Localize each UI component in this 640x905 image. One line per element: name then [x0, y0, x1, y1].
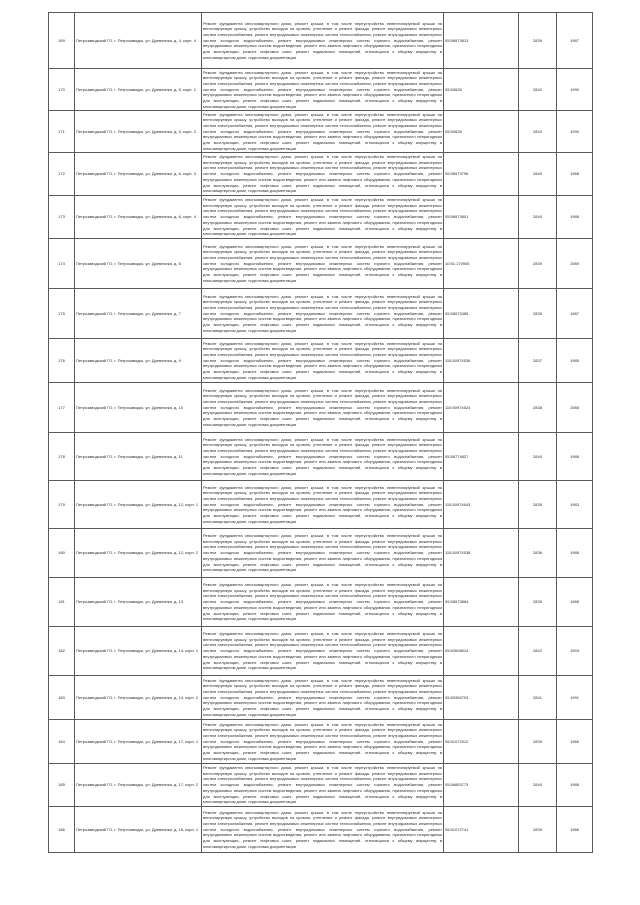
- table-row: [49, 196, 593, 239]
- works-text: Ремонт фундамента многоквартирного дома, ремонт крыши, в том числе переустройство невентилируемой крыши на вентилируемую крышу, устройство выходов на кровлю, утепление и ремонт фасада, ремонт внутридомовых инженерных систем электроснабжения, ремонт внутридомовых инженерных систем теплоснабжения, ремонт внутридомовых инженерных систем холодного водоснабжения, ремонт внутридомовых инженерных систем горячего водоснабжения, ремонт внутридомовых инженерных систем водоотведения, ремонт или замена лифтового оборудования, признанного непригодным для эксплуатации, ремонт лифтовых шахт, ремонт подвальных помещений, относящихся к общему имуществу в многоквартирном доме, подготовка документации: [203, 809, 442, 849]
- works-text: Ремонт фундамента многоквартирного дома, ремонт крыши, в том числе переустройство невентилируемой крыши на вентилируемую крышу, устройство выходов на кровлю, утепление и ремонт фасада, ремонт внутридомовых инженерных систем электроснабжения, ремонт внутридомовых инженерных систем теплоснабжения, ремонт внутридомовых инженерных систем холодного водоснабжения, ремонт внутридомовых инженерных систем горячего водоснабжения, ремонт внутридомовых инженерных систем водоотведения, ремонт или замена лифтового оборудования, признанного непригодным для эксплуатации, ремонт лифтовых шахт, ремонт подвальных помещений, относящихся к общему имуществу в многоквартирном доме, подготовка документации: [203, 111, 442, 151]
- row-number: 179: [49, 481, 75, 529]
- cadastral-number: 115:50974643: [444, 481, 519, 529]
- works-text: Ремонт фундамента многоквартирного дома, ремонт крыши, в том числе переустройство невентилируемой крыши на вентилируемую крышу, устройство выходов на кровлю, утепление и ремонт фасада, ремонт внутридомовых инженерных систем электроснабжения, ремонт внутридомовых инженерных систем теплоснабжения, ремонт внутридомовых инженерных систем холодного водоснабжения, ремонт внутридомовых инженерных систем горячего водоснабжения, ремонт внутридомовых инженерных систем водоотведения, ремонт или замена лифтового оборудования, признанного непригодным для эксплуатации, ремонт лифтовых шахт, ремонт подвальных помещений, относящихся к общему имуществу в многоквартирном доме, подготовка документации: [203, 69, 442, 109]
- table-row: [49, 720, 593, 764]
- build-year: 1988: [557, 578, 593, 627]
- build-year: 1991: [557, 676, 593, 720]
- row-number: 178: [49, 433, 75, 481]
- cadastral-number: 05:58973813: [444, 13, 519, 69]
- cadastral-number: 05:58774827: [444, 433, 519, 481]
- build-year: 1983: [557, 481, 593, 529]
- build-year: 1988: [557, 529, 593, 578]
- build-year: 1988: [557, 153, 593, 196]
- cadastral-number: 10:51:170905: [444, 239, 519, 289]
- works-text: Ремонт фундамента многоквартирного дома, ремонт крыши, в том числе переустройство невентилируемой крыши на вентилируемую крышу, устройство выходов на кровлю, утепление и ремонт фасада, ремонт внутридомовых инженерных систем электроснабжения, ремонт внутридомовых инженерных систем теплоснабжения, ремонт внутридомовых инженерных систем холодного водоснабжения, ремонт внутридомовых инженерных систем горячего водоснабжения, ремонт внутридомовых инженерных систем водоотведения, ремонт или замена лифтового оборудования, признанного непригодным для эксплуатации, ремонт лифтовых шахт, ремонт подвальных помещений, относящихся к общему имуществу в многоквартирном доме, подготовка документации: [203, 243, 442, 283]
- row-number: 175: [49, 289, 75, 339]
- row-number: 177: [49, 383, 75, 433]
- cadastral-number: 05:52608514: [444, 627, 519, 676]
- works-text: Ремонт фундамента многоквартирного дома, ремонт крыши, в том числе переустройство невентилируемой крыши на вентилируемую крышу, устройство выходов на кровлю, утепление и ремонт фасада, ремонт внутридомовых инженерных систем электроснабжения, ремонт внутридомовых инженерных систем теплоснабжения, ремонт внутридомовых инженерных систем холодного водоснабжения, ремонт внутридомовых инженерных систем горячего водоснабжения, ремонт внутридомовых инженерных систем водоотведения, ремонт или замена лифтового оборудования, признанного непригодным для эксплуатации, ремонт лифтовых шахт, ремонт подвальных помещений, относящихся к общему имуществу в многоквартирном доме, подготовка документации: [203, 436, 442, 476]
- works-list: [202, 764, 444, 807]
- house-address: Петрозаводский ГО, г. Петрозаводск, ул. Древлянка, д. 6: [75, 239, 202, 289]
- house-area: 2837: [519, 339, 557, 383]
- cadastral-number: 05:58973884: [444, 578, 519, 627]
- table-row: [49, 578, 593, 627]
- house-address: Петрозаводский ГО, г. Петрозаводск, ул. Древлянка, д. 7: [75, 289, 202, 339]
- build-year: 1988: [557, 383, 593, 433]
- row-number: 171: [49, 111, 75, 153]
- cadastral-number: 05:50628: [444, 69, 519, 111]
- house-area: 2839: [519, 13, 557, 69]
- build-year: 1985: [557, 339, 593, 383]
- works-list: [202, 529, 444, 578]
- table-row: [49, 289, 593, 339]
- table-row: [49, 383, 593, 433]
- table-row: [49, 676, 593, 720]
- house-address: Петрозаводский ГО, г. Петрозаводск, ул. Древлянка, д. 4, корп. 4: [75, 13, 202, 69]
- build-year: 1988: [557, 433, 593, 481]
- row-number: 184: [49, 720, 75, 764]
- row-number: 169: [49, 13, 75, 69]
- build-year: 1988: [557, 764, 593, 807]
- house-area: 2839: [519, 239, 557, 289]
- cadastral-number: 05:58973796: [444, 153, 519, 196]
- table-row: [49, 433, 593, 481]
- table-row: [49, 69, 593, 111]
- works-list: [202, 578, 444, 627]
- house-address: Петрозаводский ГО, г. Петрозаводск, ул. Древлянка, д. 6, корп. 3: [75, 153, 202, 196]
- cadastral-number: 05:51072741: [444, 807, 519, 853]
- house-address: Петрозаводский ГО, г. Петрозаводск, ул. Древлянка, д. 9: [75, 339, 202, 383]
- works-list: [202, 481, 444, 529]
- house-address: Петрозаводский ГО, г. Петрозаводск, ул. Древлянка, д. 11: [75, 433, 202, 481]
- works-list: [202, 627, 444, 676]
- house-area: 2842: [519, 627, 557, 676]
- house-address: Петрозаводский ГО, г. Петрозаводск, ул. Древлянка, д. 17, корп. 1: [75, 720, 202, 764]
- house-address: Петрозаводский ГО, г. Петрозаводск, ул. Древлянка, д. 5, корп. 2: [75, 111, 202, 153]
- cadastral-number: 115:50974536: [444, 339, 519, 383]
- house-area: 2841: [519, 676, 557, 720]
- table-row: [49, 153, 593, 196]
- works-text: Ремонт фундамента многоквартирного дома, ремонт крыши, в том числе переустройство невентилируемой крыши на вентилируемую крышу, устройство выходов на кровлю, утепление и ремонт фасада, ремонт внутридомовых инженерных систем электроснабжения, ремонт внутридомовых инженерных систем теплоснабжения, ремонт внутридомовых инженерных систем холодного водоснабжения, ремонт внутридомовых инженерных систем горячего водоснабжения, ремонт внутридомовых инженерных систем водоотведения, ремонт или замена лифтового оборудования, признанного непригодным для эксплуатации, ремонт лифтовых шахт, ремонт подвальных помещений, относящихся к общему имуществу в многоквартирном доме, подготовка документации: [203, 197, 442, 237]
- row-number: 180: [49, 529, 75, 578]
- row-number: 174: [49, 239, 75, 289]
- house-area: 2839: [519, 720, 557, 764]
- build-year: 1994: [557, 627, 593, 676]
- row-number: 182: [49, 627, 75, 676]
- works-list: [202, 13, 444, 69]
- table-row: [49, 13, 593, 69]
- works-text: Ремонт фундамента многоквартирного дома, ремонт крыши, в том числе переустройство невентилируемой крыши на вентилируемую крышу, устройство выходов на кровлю, утепление и ремонт фасада, ремонт внутридомовых инженерных систем электроснабжения, ремонт внутридомовых инженерных систем теплоснабжения, ремонт внутридомовых инженерных систем холодного водоснабжения, ремонт внутридомовых инженерных систем горячего водоснабжения, ремонт внутридомовых инженерных систем водоотведения, ремонт или замена лифтового оборудования, признанного непригодным для эксплуатации, ремонт лифтовых шахт, ремонт подвальных помещений, относящихся к общему имуществу в многоквартирном доме, подготовка документации: [203, 293, 442, 333]
- works-text: Ремонт фундамента многоквартирного дома, ремонт крыши, в том числе переустройство невентилируемой крыши на вентилируемую крышу, устройство выходов на кровлю, утепление и ремонт фасада, ремонт внутридомовых инженерных систем электроснабжения, ремонт внутридомовых инженерных систем теплоснабжения, ремонт внутридомовых инженерных систем холодного водоснабжения, ремонт внутридомовых инженерных систем горячего водоснабжения, ремонт внутридомовых инженерных систем водоотведения, ремонт или замена лифтового оборудования, признанного непригодным для эксплуатации, ремонт лифтовых шахт, ремонт подвальных помещений, относящихся к общему имуществу в многоквартирном доме, подготовка документации: [203, 484, 442, 524]
- house-address: Петрозаводский ГО, г. Петрозаводск, ул. Древлянка, д. 14, корп. 2: [75, 676, 202, 720]
- house-address: Петрозаводский ГО, г. Петрозаводск, ул. Древлянка, д. 13: [75, 578, 202, 627]
- house-area: 2840: [519, 196, 557, 239]
- build-year: 1985: [557, 720, 593, 764]
- works-list: [202, 153, 444, 196]
- build-year: 1990: [557, 69, 593, 111]
- works-text: Ремонт фундамента многоквартирного дома, ремонт крыши, в том числе переустройство невентилируемой крыши на вентилируемую крышу, устройство выходов на кровлю, утепление и ремонт фасада, ремонт внутридомовых инженерных систем электроснабжения, ремонт внутридомовых инженерных систем теплоснабжения, ремонт внутридомовых инженерных систем холодного водоснабжения, ремонт внутридомовых инженерных систем горячего водоснабжения, ремонт внутридомовых инженерных систем водоотведения, ремонт или замена лифтового оборудования, признанного непригодным для эксплуатации, ремонт лифтовых шахт, ремонт подвальных помещений, относящихся к общему имуществу в многоквартирном доме, подготовка документации: [203, 20, 442, 60]
- works-text: Ремонт фундамента многоквартирного дома, ремонт крыши, в том числе переустройство невентилируемой крыши на вентилируемую крышу, устройство выходов на кровлю, утепление и ремонт фасада, ремонт внутридомовых инженерных систем электроснабжения, ремонт внутридомовых инженерных систем теплоснабжения, ремонт внутридомовых инженерных систем холодного водоснабжения, ремонт внутридомовых инженерных систем горячего водоснабжения, ремонт внутридомовых инженерных систем водоотведения, ремонт или замена лифтового оборудования, признанного непригодным для эксплуатации, ремонт лифтовых шахт, ремонт подвальных помещений, относящихся к общему имуществу в многоквартирном доме, подготовка документации: [203, 154, 442, 194]
- build-year: 1987: [557, 289, 593, 339]
- house-area: 2838: [519, 383, 557, 433]
- house-area: 2836: [519, 529, 557, 578]
- table-row: [49, 807, 593, 853]
- build-year: 1986: [557, 807, 593, 853]
- cadastral-number: 05:51072912: [444, 720, 519, 764]
- house-address: Петрозаводский ГО, г. Петрозаводск, ул. Древлянка, д. 12, корп. 2: [75, 529, 202, 578]
- table-row: [49, 239, 593, 289]
- table-body: [49, 13, 593, 853]
- house-area: 2842: [519, 69, 557, 111]
- house-address: Петрозаводский ГО, г. Петрозаводск, ул. Древлянка, д. 6, корп. 4: [75, 196, 202, 239]
- build-year: 1988: [557, 196, 593, 239]
- cadastral-number: 05:58973485: [444, 289, 519, 339]
- table-row: [49, 111, 593, 153]
- works-list: [202, 196, 444, 239]
- works-list: [202, 111, 444, 153]
- works-text: Ремонт фундамента многоквартирного дома, ремонт крыши, в том числе переустройство невентилируемой крыши на вентилируемую крышу, устройство выходов на кровлю, утепление и ремонт фасада, ремонт внутридомовых инженерных систем электроснабжения, ремонт внутридомовых инженерных систем теплоснабжения, ремонт внутридомовых инженерных систем холодного водоснабжения, ремонт внутридомовых инженерных систем горячего водоснабжения, ремонт внутридомовых инженерных систем водоотведения, ремонт или замена лифтового оборудования, признанного непригодным для эксплуатации, ремонт лифтовых шахт, ремонт подвальных помещений, относящихся к общему имуществу в многоквартирном доме, подготовка документации: [203, 631, 442, 671]
- house-address: Петрозаводский ГО, г. Петрозаводск, ул. Древлянка, д. 12, корп. 1: [75, 481, 202, 529]
- row-number: 176: [49, 339, 75, 383]
- works-list: [202, 720, 444, 764]
- house-area: 2840: [519, 153, 557, 196]
- cadastral-number: 05:56853773: [444, 764, 519, 807]
- row-number: 183: [49, 676, 75, 720]
- row-number: 185: [49, 764, 75, 807]
- house-address: Петрозаводский ГО, г. Петрозаводск, ул. Древлянка, д. 10: [75, 383, 202, 433]
- cadastral-number: 05:59359703: [444, 676, 519, 720]
- house-area: 2842: [519, 111, 557, 153]
- house-area: 2839: [519, 578, 557, 627]
- build-year: 1989: [557, 239, 593, 289]
- works-list: [202, 289, 444, 339]
- build-year: 1987: [557, 13, 593, 69]
- works-list: [202, 676, 444, 720]
- row-number: 173: [49, 196, 75, 239]
- cadastral-number: 115:50974524: [444, 383, 519, 433]
- house-area: 2839: [519, 807, 557, 853]
- works-text: Ремонт фундамента многоквартирного дома, ремонт крыши, в том числе переустройство невентилируемой крыши на вентилируемую крышу, устройство выходов на кровлю, утепление и ремонт фасада, ремонт внутридомовых инженерных систем электроснабжения, ремонт внутридомовых инженерных систем теплоснабжения, ремонт внутридомовых инженерных систем холодного водоснабжения, ремонт внутридомовых инженерных систем горячего водоснабжения, ремонт внутридомовых инженерных систем водоотведения, ремонт или замена лифтового оборудования, признанного непригодным для эксплуатации, ремонт лифтовых шахт, ремонт подвальных помещений, относящихся к общему имуществу в многоквартирном доме, подготовка документации: [203, 582, 442, 622]
- house-area: 2840: [519, 433, 557, 481]
- works-list: [202, 807, 444, 853]
- house-address: Петрозаводский ГО, г. Петрозаводск, ул. Древлянка, д. 5, корп. 1: [75, 69, 202, 111]
- register-sheet: [48, 12, 592, 853]
- works-list: [202, 383, 444, 433]
- works-text: Ремонт фундамента многоквартирного дома, ремонт крыши, в том числе переустройство невентилируемой крыши на вентилируемую крышу, устройство выходов на кровлю, утепление и ремонт фасада, ремонт внутридомовых инженерных систем электроснабжения, ремонт внутридомовых инженерных систем теплоснабжения, ремонт внутридомовых инженерных систем холодного водоснабжения, ремонт внутридомовых инженерных систем горячего водоснабжения, ремонт внутридомовых инженерных систем водоотведения, ремонт или замена лифтового оборудования, признанного непригодным для эксплуатации, ремонт лифтовых шахт, ремонт подвальных помещений, относящихся к общему имуществу в многоквартирном доме, подготовка документации: [203, 721, 442, 761]
- works-list: [202, 239, 444, 289]
- cadastral-number: 05:50628: [444, 111, 519, 153]
- build-year: 1990: [557, 111, 593, 153]
- row-number: 181: [49, 578, 75, 627]
- table-row: [49, 529, 593, 578]
- works-text: Ремонт фундамента многоквартирного дома, ремонт крыши, в том числе переустройство невентилируемой крыши на вентилируемую крышу, устройство выходов на кровлю, утепление и ремонт фасада, ремонт внутридомовых инженерных систем электроснабжения, ремонт внутридомовых инженерных систем теплоснабжения, ремонт внутридомовых инженерных систем холодного водоснабжения, ремонт внутридомовых инженерных систем горячего водоснабжения, ремонт внутридомовых инженерных систем водоотведения, ремонт или замена лифтового оборудования, признанного непригодным для эксплуатации, ремонт лифтовых шахт, ремонт подвальных помещений, относящихся к общему имуществу в многоквартирном доме, подготовка документации: [203, 340, 442, 380]
- house-address: Петрозаводский ГО, г. Петрозаводск, ул. Древлянка, д. 17, корп. 2: [75, 764, 202, 807]
- table-row: [49, 339, 593, 383]
- cadastral-number: 115:50974538: [444, 529, 519, 578]
- table-row: [49, 627, 593, 676]
- row-number: 170: [49, 69, 75, 111]
- works-text: Ремонт фундамента многоквартирного дома, ремонт крыши, в том числе переустройство невентилируемой крыши на вентилируемую крышу, устройство выходов на кровлю, утепление и ремонт фасада, ремонт внутридомовых инженерных систем электроснабжения, ремонт внутридомовых инженерных систем теплоснабжения, ремонт внутридомовых инженерных систем холодного водоснабжения, ремонт внутридомовых инженерных систем горячего водоснабжения, ремонт внутридомовых инженерных систем водоотведения, ремонт или замена лифтового оборудования, признанного непригодным для эксплуатации, ремонт лифтовых шахт, ремонт подвальных помещений, относящихся к общему имуществу в многоквартирном доме, подготовка документации: [203, 533, 442, 573]
- house-area: 2835: [519, 481, 557, 529]
- table-row: [49, 481, 593, 529]
- table-row: [49, 764, 593, 807]
- works-text: Ремонт фундамента многоквартирного дома, ремонт крыши, в том числе переустройство невентилируемой крыши на вентилируемую крышу, устройство выходов на кровлю, утепление и ремонт фасада, ремонт внутридомовых инженерных систем электроснабжения, ремонт внутридомовых инженерных систем теплоснабжения, ремонт внутридомовых инженерных систем холодного водоснабжения, ремонт внутридомовых инженерных систем горячего водоснабжения, ремонт внутридомовых инженерных систем водоотведения, ремонт или замена лифтового оборудования, признанного непригодным для эксплуатации, ремонт лифтовых шахт, ремонт подвальных помещений, относящихся к общему имуществу в многоквартирном доме, подготовка документации: [203, 677, 442, 717]
- house-address: Петрозаводский ГО, г. Петрозаводск, ул. Древлянка, д. 14, корп. 1: [75, 627, 202, 676]
- house-area: 2840: [519, 764, 557, 807]
- works-list: [202, 69, 444, 111]
- works-list: [202, 433, 444, 481]
- cadastral-number: 05:58973801: [444, 196, 519, 239]
- house-area: 2839: [519, 289, 557, 339]
- works-text: Ремонт фундамента многоквартирного дома, ремонт крыши, в том числе переустройство невентилируемой крыши на вентилируемую крышу, устройство выходов на кровлю, утепление и ремонт фасада, ремонт внутридомовых инженерных систем электроснабжения, ремонт внутридомовых инженерных систем теплоснабжения, ремонт внутридомовых инженерных систем холодного водоснабжения, ремонт внутридомовых инженерных систем горячего водоснабжения, ремонт внутридомовых инженерных систем водоотведения, ремонт или замена лифтового оборудования, признанного непригодным для эксплуатации, ремонт лифтовых шахт, ремонт подвальных помещений, относящихся к общему имуществу в многоквартирном доме, подготовка документации: [203, 765, 442, 805]
- capital-repair-table: [48, 12, 593, 853]
- row-number: 186: [49, 807, 75, 853]
- works-list: [202, 339, 444, 383]
- row-number: 172: [49, 153, 75, 196]
- house-address: Петрозаводский ГО, г. Петрозаводск, ул. Древлянка, д. 18, корп. 1: [75, 807, 202, 853]
- works-text: Ремонт фундамента многоквартирного дома, ремонт крыши, в том числе переустройство невентилируемой крыши на вентилируемую крышу, устройство выходов на кровлю, утепление и ремонт фасада, ремонт внутридомовых инженерных систем электроснабжения, ремонт внутридомовых инженерных систем теплоснабжения, ремонт внутридомовых инженерных систем холодного водоснабжения, ремонт внутридомовых инженерных систем горячего водоснабжения, ремонт внутридомовых инженерных систем водоотведения, ремонт или замена лифтового оборудования, признанного непригодным для эксплуатации, ремонт лифтовых шахт, ремонт подвальных помещений, относящихся к общему имуществу в многоквартирном доме, подготовка документации: [203, 387, 442, 427]
